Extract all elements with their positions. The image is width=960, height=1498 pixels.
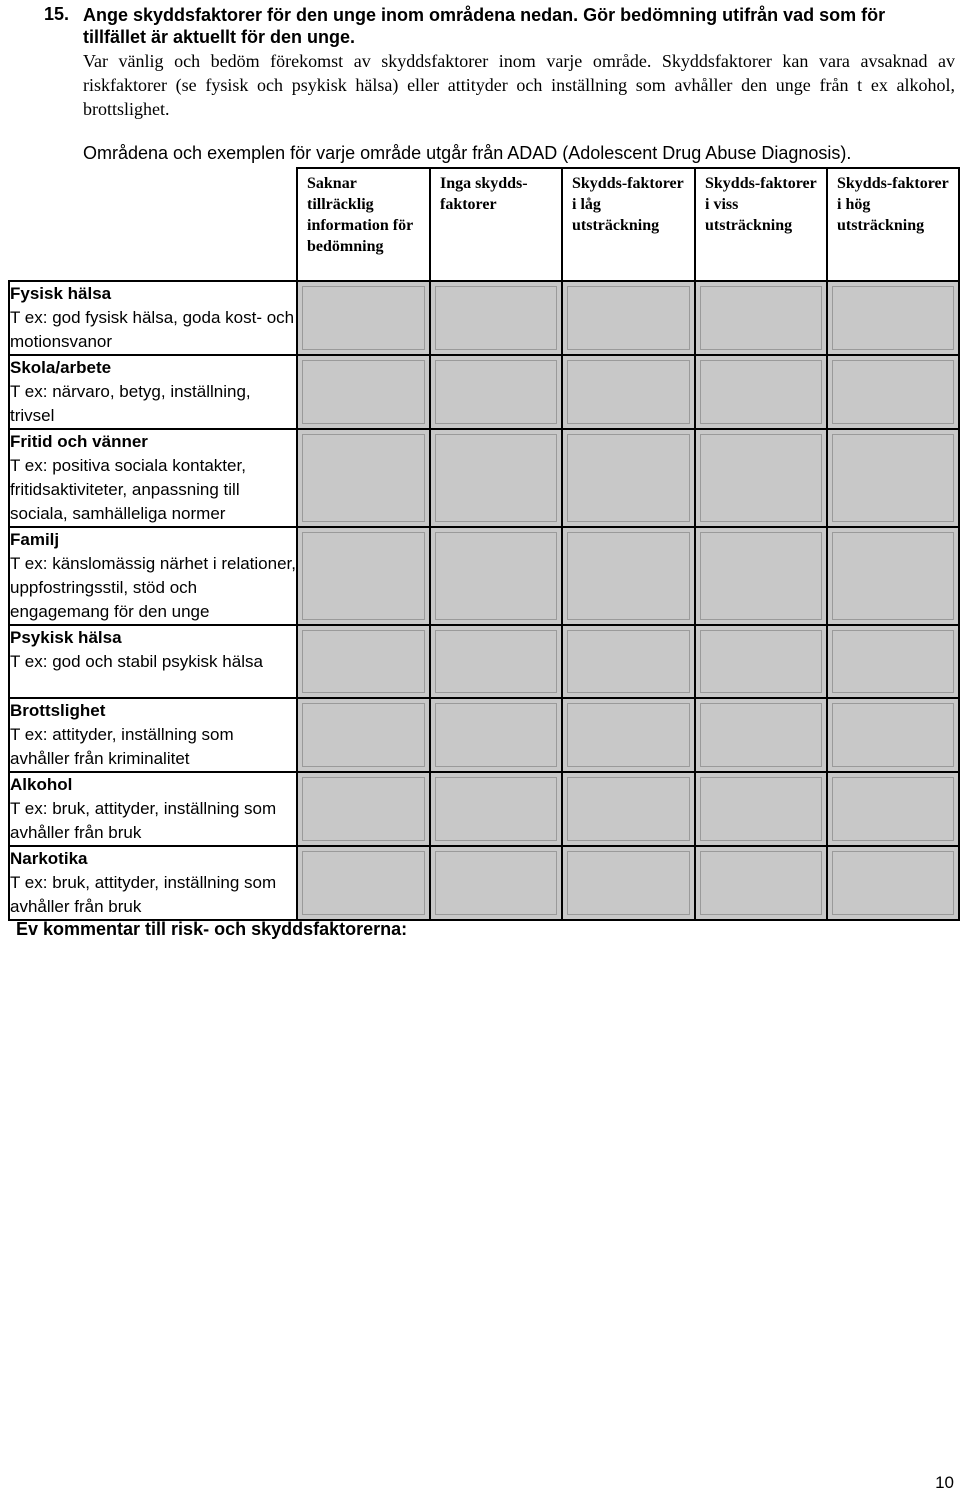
rating-cell[interactable] — [430, 281, 562, 355]
area-label-cell — [9, 772, 297, 846]
rating-cell[interactable] — [695, 698, 827, 772]
rating-cell[interactable] — [297, 429, 430, 527]
area-label-cell — [9, 846, 297, 920]
rating-cell[interactable] — [827, 527, 959, 625]
rating-cell[interactable] — [827, 429, 959, 527]
area-label-cell — [9, 698, 297, 772]
rating-cell[interactable] — [562, 355, 695, 429]
rating-cell[interactable] — [297, 698, 430, 772]
table-row — [9, 625, 959, 698]
area-title: Alkohol — [10, 775, 73, 794]
question-intro: Var vänlig och bedöm förekomst av skyddsfaktorer inom varje område. Skyddsfaktorer kan vara avsaknad av riskfaktorer (se fysisk och psykisk hälsa) eller attityder och inställning som avhåller den unge från t ex alkohol, brottslighet. — [83, 51, 955, 119]
area-example: T ex: bruk, attityder, inställning som avhåller från bruk — [10, 873, 277, 916]
rating-cell[interactable] — [695, 527, 827, 625]
rating-cell[interactable] — [827, 846, 959, 920]
rating-cell[interactable] — [430, 527, 562, 625]
area-title: Narkotika — [10, 849, 88, 868]
rating-cell[interactable] — [562, 772, 695, 846]
rating-cell[interactable] — [430, 429, 562, 527]
rating-cell[interactable] — [297, 527, 430, 625]
area-label-cell — [9, 355, 297, 429]
area-example: T ex: god och stabil psykisk hälsa — [10, 652, 263, 671]
column-header: Skydds-faktorer i låg utsträckning — [562, 168, 695, 281]
rating-cell[interactable] — [827, 698, 959, 772]
rating-cell[interactable] — [695, 846, 827, 920]
rating-cell[interactable] — [827, 355, 959, 429]
rating-cell[interactable] — [695, 772, 827, 846]
column-header: Saknar tillräcklig information för bedömning — [297, 168, 430, 281]
rating-cell[interactable] — [297, 846, 430, 920]
area-title: Familj — [10, 530, 60, 549]
rating-cell[interactable] — [297, 281, 430, 355]
question-title: Ange skyddsfaktorer för den unge inom områdena nedan. Gör bedömning utifrån vad som för tillfället är aktuellt för den unge. — [83, 5, 886, 47]
area-title: Skola/arbete — [10, 358, 112, 377]
rating-cell[interactable] — [562, 429, 695, 527]
area-title: Psykisk hälsa — [10, 628, 122, 647]
rating-cell[interactable] — [562, 281, 695, 355]
rating-cell[interactable] — [297, 355, 430, 429]
column-header: Skydds-faktorer i hög utsträckning — [827, 168, 959, 281]
table-row — [9, 846, 959, 920]
rating-cell[interactable] — [562, 625, 695, 698]
rating-cell[interactable] — [430, 625, 562, 698]
rating-cell[interactable] — [827, 281, 959, 355]
area-label-cell — [9, 281, 297, 355]
column-header: Skydds-faktorer i viss utsträckning — [695, 168, 827, 281]
rating-cell[interactable] — [430, 772, 562, 846]
column-header: Inga skydds-faktorer — [430, 168, 562, 281]
rating-cell[interactable] — [695, 429, 827, 527]
area-label-cell — [9, 625, 297, 698]
rating-cell[interactable] — [827, 625, 959, 698]
rating-cell[interactable] — [562, 846, 695, 920]
area-label-cell — [9, 527, 297, 625]
page-number: 10 — [935, 1473, 954, 1492]
source-note: Områdena och exemplen för varje område utgår från ADAD (Adolescent Drug Abuse Diagnosis). — [83, 143, 852, 163]
rating-cell[interactable] — [827, 772, 959, 846]
area-label-cell — [9, 429, 297, 527]
area-example: T ex: positiva sociala kontakter, fritidsaktiviteter, anpassning till sociala, samhälleliga normer — [10, 456, 246, 523]
area-example: T ex: god fysisk hälsa, goda kost- och motionsvanor — [10, 308, 295, 351]
rating-cell[interactable] — [695, 355, 827, 429]
protective-factors-table — [8, 167, 960, 921]
table-row — [9, 429, 959, 527]
table-row — [9, 281, 959, 355]
area-title: Fysisk hälsa — [10, 284, 112, 303]
rating-cell[interactable] — [430, 355, 562, 429]
area-title: Fritid och vänner — [10, 432, 148, 451]
area-example: T ex: känslomässig närhet i relationer, uppfostringsstil, stöd och engagemang för den unge — [10, 554, 296, 621]
area-example: T ex: bruk, attityder, inställning som avhåller från bruk — [10, 799, 277, 842]
table-row — [9, 355, 959, 429]
rating-cell[interactable] — [562, 527, 695, 625]
rating-cell[interactable] — [297, 625, 430, 698]
table-row — [9, 772, 959, 846]
comment-label: Ev kommentar till risk- och skyddsfaktorerna: — [16, 919, 408, 939]
area-title: Brottslighet — [10, 701, 106, 720]
rating-cell[interactable] — [430, 846, 562, 920]
table-header-row — [9, 168, 959, 281]
table-row — [9, 698, 959, 772]
area-example: T ex: attityder, inställning som avhåller från kriminalitet — [10, 725, 234, 768]
area-example: T ex: närvaro, betyg, inställning, trivsel — [10, 382, 251, 425]
rating-cell[interactable] — [695, 625, 827, 698]
rating-cell[interactable] — [430, 698, 562, 772]
rating-cell[interactable] — [695, 281, 827, 355]
rating-cell[interactable] — [297, 772, 430, 846]
rating-cell[interactable] — [562, 698, 695, 772]
table-row — [9, 527, 959, 625]
question-number: 15. — [44, 4, 70, 24]
header-corner — [9, 168, 297, 281]
